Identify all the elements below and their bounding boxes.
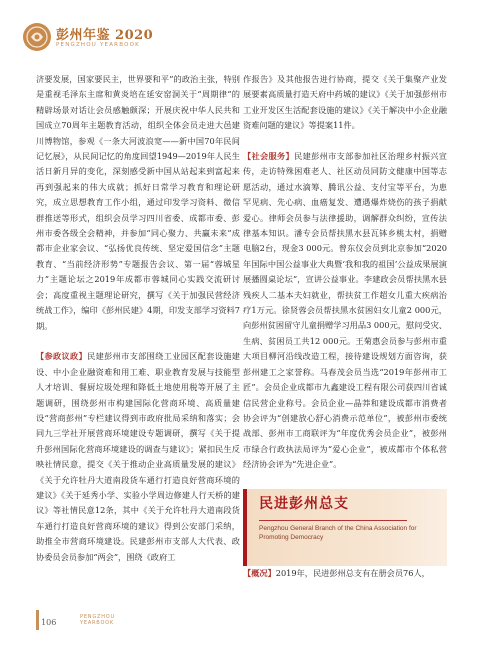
yearbook-logo-icon	[22, 22, 52, 52]
section-tag-policy: 【参政议政】	[36, 351, 88, 362]
banner-divider	[259, 520, 407, 521]
footer-brand: PENGZHOU YEARBOOK	[80, 614, 115, 626]
paragraph: 济要发展，国家要民主，世界要和平”的政治主张，特别是重视毛泽东主席和黄炎培在延安窑洞关于“周期律”的精辟场景对话让会员感触颇深；开展庆祝中华人民共和国成立70周年主题教育活动，组织全体会员走进大邑建川博物馆，参观《一条大河波浪宽——新中国70年民间记忆展》，从民间记忆的角度回望1949—2019年人民生活日新月异的变化，深刻感受新中国从站起来到富起来再到强起来的伟大成就；抓好日常学习教育和理论研究，成立思想教育工作小组，通过印发学习资料、微信群推送等形式，组织会员学习四川省委、成都市委、彭州市委各级全会精神，并参加“同心聚力、共赢未来”成都市企业家会议、“弘扬优良传统、坚定爱国信念”主题教育、“当前经济形势”专题报告会议、第一届“蓉城星力”主题论坛之2019年成都市蓉城同心实践交流研讨会；高度重视主题理论研究，撰写《关于加强民营经济统战工作》，编印《彭州民建》4期，印发支部学习资料7期。	[36, 74, 240, 331]
page-number: 106	[41, 618, 57, 627]
banner-english-subtitle: Pengzhou General Branch of the China Association for Promoting Democracy	[259, 524, 417, 541]
yearbook-subtitle: PENGZHOU YEARBOOK	[56, 42, 140, 48]
section-tag-social-service: 【社会服务】	[243, 151, 295, 162]
paragraph: 民建彭州市支部参加社区治理乡村振兴宣传，走访特殊困难老人、社区动员同防文健康中国等志愿活动，通过水滴筹、腾讯公益、支付宝等平台，为患罕见病、先心病、血癌复发、遭遇爆炸烧伤的孩子捐献爱心。律师会员参与法律援助，调解群众纠纷，宣传法律基本知识。潘专会员帮扶黑水县瓦钵乡桃太村，捐赠电脑2台，现金3 000元。曾东仪会员到北京参加“2020年国际中国公益事业大典暨‘我和我的祖国’公益成果展演展播圆桌论坛”，宣讲公益事业。李建政会员帮扶黑水县残疾人二基本夫妇就业，帮扶贫工作超女儿重大疾病治疗1万元。徐贤蓉会员帮扶黑水贫困妇女儿童2 000元，向彭州贫困留守儿童捐赠学习用品3 000元，慰问受灾、生病、贫困员工共12 000元。王菊惠会员参与彭州市重大项目柳河沿线改造工程，接待建设规划方面咨询，获彭州建工之家誉称。马春茂会员当选“2019年彭州市工匠”。会员企业成都市九鑫建设工程有限公司获四川省诚信民营企业称号。会员企业—晶莽和建设成都市消费者协会评为“创建放心舒心消费示范单位”，被彭州市委统战部、彭州市工商联评为“年度优秀会员企业”，被彭州市绿合行政执法局评为“爱心企业”，被成都市个体私营经济协会评为“先进企业”。	[243, 151, 447, 470]
paragraph: 作报告》及其他报告进行协商，提交《关于集聚产业发展要素高质量打造天府中药城的建议》《关于加强彭州市工业开发区生活配套设施的建议》《关于解决中小企业融资难问题的建议》等提案11件。	[243, 74, 447, 131]
left-column	[36, 72, 240, 565]
paragraph: 民建彭州市支部围绕工业园区配套设施建设、中小企业融资难和用工难、职业教育发展与技能型人才培训、餐厨垃圾处理和降低土地使用税等开展了主题调研，围绕彭州市构建国际化营商环境、高质量建设“营商彭州”专栏建议得到市政府批局采纳和落实；会同九三学社开展营商环境建设专题调研，撰写《关于提升彭州国际化营商环境建设的调查与建议》；紧扣民生反映社情民意，提交《关于推动企业高质量发展的建议》《关于允许牡丹大道南段货车通行打造良好营商环境的建议》《关于延秀小学、实验小学周边修建人行天桥的建议》等社情民意12条，其中《关于允许牡丹大道南段货车通行打造良好营商环境的建议》得到公安部门采纳，助推全市营商环境建设。民建彭州市支部人大代表、政协委员会员参加“两会”，围绕《政府工	[36, 351, 240, 562]
section-tag-overview: 【概况】	[243, 567, 276, 578]
section-banner	[243, 489, 447, 566]
right-column	[243, 72, 447, 581]
banner-title: 民进彭州总支	[259, 495, 349, 512]
yearbook-title: 彭州年鉴 2020	[56, 28, 154, 43]
paragraph: 2019年，民进彭州总支有在册会员76人，	[275, 567, 430, 578]
